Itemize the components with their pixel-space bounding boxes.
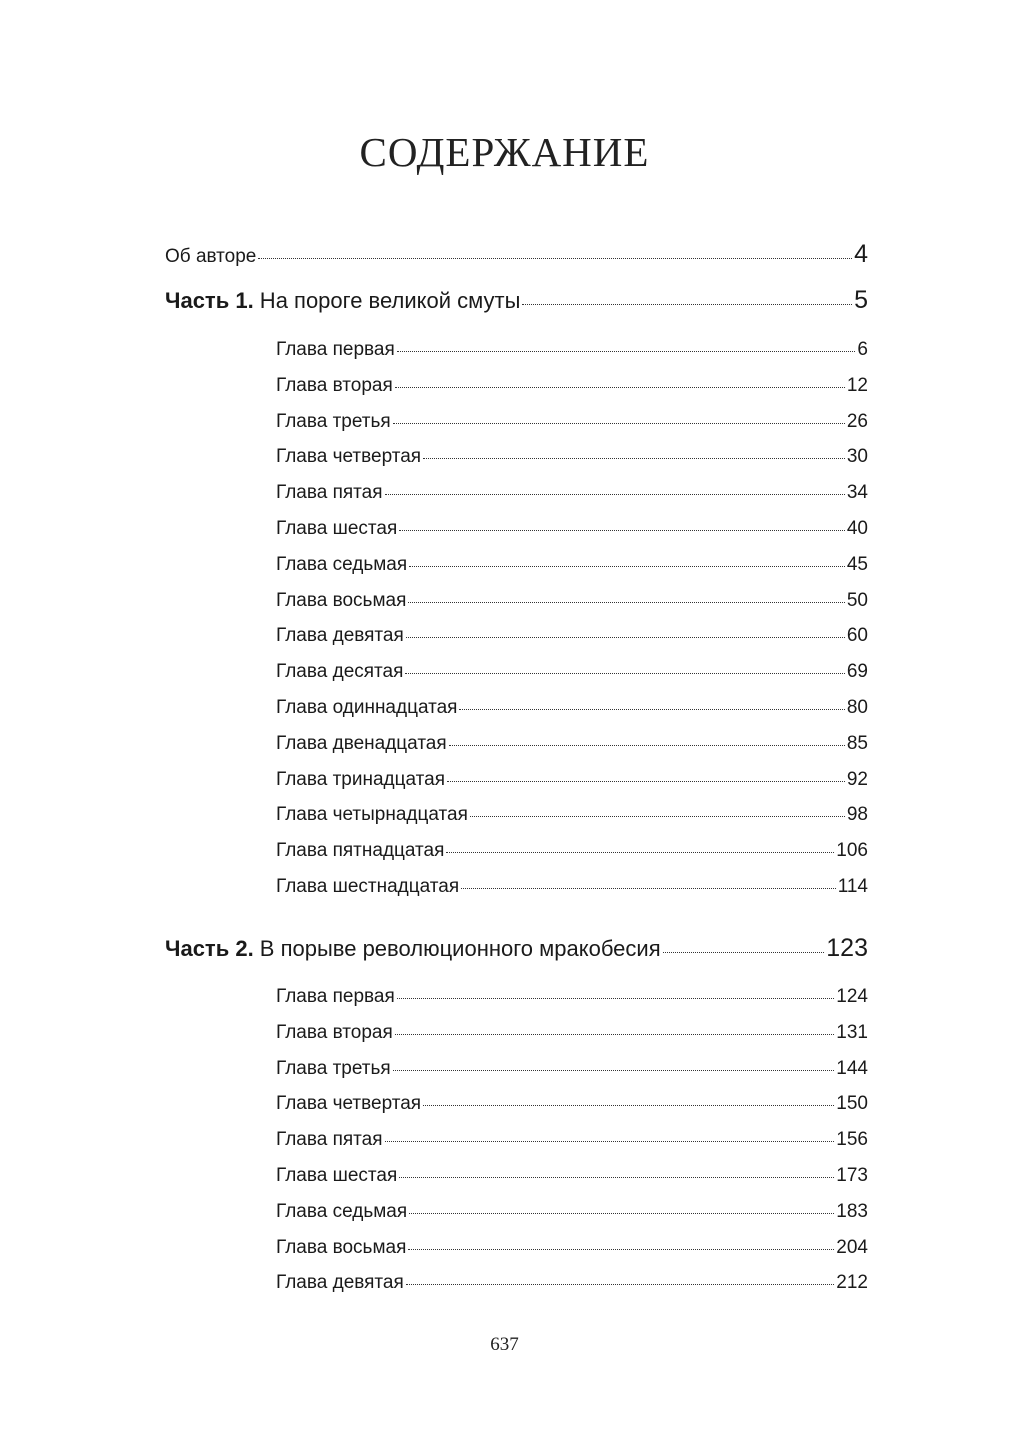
toc-entry-page: 124 [836,986,868,1007]
toc-entry-page: 26 [846,410,868,432]
toc-entry-chapter[interactable] [276,411,868,433]
toc-entry-page: 5 [854,286,868,314]
dot-leader [446,852,834,853]
toc-entry-label: Глава шестая [276,1165,398,1186]
dot-leader [470,816,845,817]
toc-entry-page: 80 [846,697,868,718]
toc-entry-chapter[interactable] [276,840,868,862]
toc-entry-chapter[interactable] [276,733,868,755]
toc-entry-page: 114 [837,876,868,897]
dot-leader [395,387,845,388]
toc-entry-page: 45 [846,553,868,575]
toc-entry-about-author[interactable] [165,240,868,269]
toc-entry-page: 150 [836,1093,868,1115]
toc-entry-label: Глава девятая [276,625,404,647]
toc-entry-label: Об авторе [165,246,257,267]
toc-entry-page: 173 [836,1165,868,1186]
dot-leader [397,351,856,352]
toc-entry-page: 204 [836,1236,868,1258]
dot-leader [423,1105,834,1106]
toc-entry-page: 144 [836,1057,868,1079]
toc-entry-page: 156 [836,1129,868,1151]
toc-entry-label: Глава восьмая [276,1236,407,1258]
toc-entry-page: 92 [846,768,868,790]
part-title: На пороге великой смуты [253,288,521,313]
toc-entry-chapter[interactable] [276,1129,868,1151]
dot-leader [459,709,844,710]
dot-leader [447,781,845,782]
dot-leader [399,1177,834,1178]
dot-leader [408,602,844,603]
toc-entry-label: Глава четырнадцатая [276,804,468,826]
dot-leader [409,566,845,567]
toc-entry-label: Глава пятая [276,482,383,504]
toc-entry-label: Глава двенадцатая [276,732,447,754]
toc-entry-page: 34 [846,482,868,504]
toc-entry-label: Глава первая [276,339,395,360]
dot-leader [423,458,845,459]
toc-entry-label: Глава десятая [276,661,404,683]
toc-entry-chapter[interactable] [276,1237,868,1259]
dot-leader [385,1141,835,1142]
toc-entry-page: 85 [846,732,868,754]
toc-entry-page: 98 [846,804,868,826]
toc-entry-chapter[interactable] [276,446,868,468]
toc-entry-chapter[interactable] [276,1058,868,1080]
toc-entry-chapter[interactable] [276,1272,868,1294]
dot-leader [406,637,845,638]
dot-leader [461,888,836,889]
toc-entry-label: Глава третья [276,410,391,432]
toc-entry-chapter[interactable] [276,697,868,719]
toc-entry-page: 50 [846,589,868,611]
dot-leader [405,673,844,674]
toc-entry-part-2[interactable] [165,934,868,963]
toc-entry-chapter[interactable] [276,769,868,791]
toc-entry-chapter[interactable] [276,876,868,898]
toc-entry-chapter[interactable] [276,518,868,540]
toc-entry-page: 131 [836,1021,868,1043]
toc-entry-label: Глава шестая [276,518,398,539]
toc-entry-label: Глава первая [276,986,395,1007]
toc-entry-page: 183 [836,1200,868,1222]
dot-leader [663,952,825,953]
toc-part-heading [165,288,520,314]
toc-entry-chapter[interactable] [276,375,868,397]
dot-leader [522,304,852,305]
toc-entry-page: 106 [836,840,868,862]
toc-entry-label: Глава восьмая [276,589,407,611]
toc-entry-chapter[interactable] [276,986,868,1008]
toc-entry-label: Глава четвертая [276,446,422,468]
toc-entry-chapter[interactable] [276,590,868,612]
toc-entry-label: Глава пятая [276,1129,383,1151]
dot-leader [449,745,845,746]
toc-entry-label: Глава одиннадцатая [276,697,458,718]
toc-entry-page: 30 [846,446,868,468]
toc-entry-chapter[interactable] [276,1022,868,1044]
part-title: В порыве революционного мракобесия [253,936,661,961]
toc-entry-chapter[interactable] [276,625,868,647]
dot-leader [258,258,852,259]
toc-entry-label: Глава седьмая [276,553,408,575]
toc-entry-page: 212 [836,1272,868,1294]
toc-entry-chapter[interactable] [276,804,868,826]
toc-entry-page: 60 [846,625,868,647]
toc-entry-label: Глава шестнадцатая [276,876,460,897]
dot-leader [395,1034,835,1035]
part-prefix: Часть 2. [165,936,254,961]
toc-entry-label: Глава девятая [276,1272,404,1294]
toc-entry-chapter[interactable] [276,1165,868,1187]
toc-entry-label: Глава вторая [276,374,393,396]
toc-entry-chapter[interactable] [276,1201,868,1223]
toc-entry-page: 6 [857,339,868,360]
dot-leader [393,1070,835,1071]
part-prefix: Часть 1. [165,288,254,313]
toc-entry-page: 12 [846,374,868,396]
dot-leader [408,1249,834,1250]
toc-entry-label: Глава пятнадцатая [276,840,445,862]
toc-entry-chapter[interactable] [276,554,868,576]
toc-entry-label: Глава третья [276,1057,391,1079]
dot-leader [399,530,845,531]
toc-entry-chapter[interactable] [276,339,868,361]
page-title: СОДЕРЖАНИЕ [359,129,650,175]
toc-entry-page: 69 [846,661,868,683]
toc-entry-label: Глава вторая [276,1021,393,1043]
toc-entry-label: Глава седьмая [276,1200,408,1222]
page-number: 637 [490,1334,519,1355]
dot-leader [406,1284,835,1285]
toc-entry-label: Глава четвертая [276,1093,422,1115]
toc-entry-page: 40 [846,518,868,539]
dot-leader [385,494,845,495]
toc-entry-chapter[interactable] [276,1093,868,1115]
dot-leader [397,998,835,999]
dot-leader [393,423,845,424]
toc-entry-chapter[interactable] [276,661,868,683]
toc-entry-page: 4 [854,240,868,268]
toc-entry-label: Глава тринадцатая [276,768,446,790]
toc-entry-part-1[interactable] [165,286,868,315]
toc-entry-page: 123 [826,934,868,962]
dot-leader [409,1213,834,1214]
toc-entry-chapter[interactable] [276,482,868,504]
toc-part-heading [165,936,661,962]
